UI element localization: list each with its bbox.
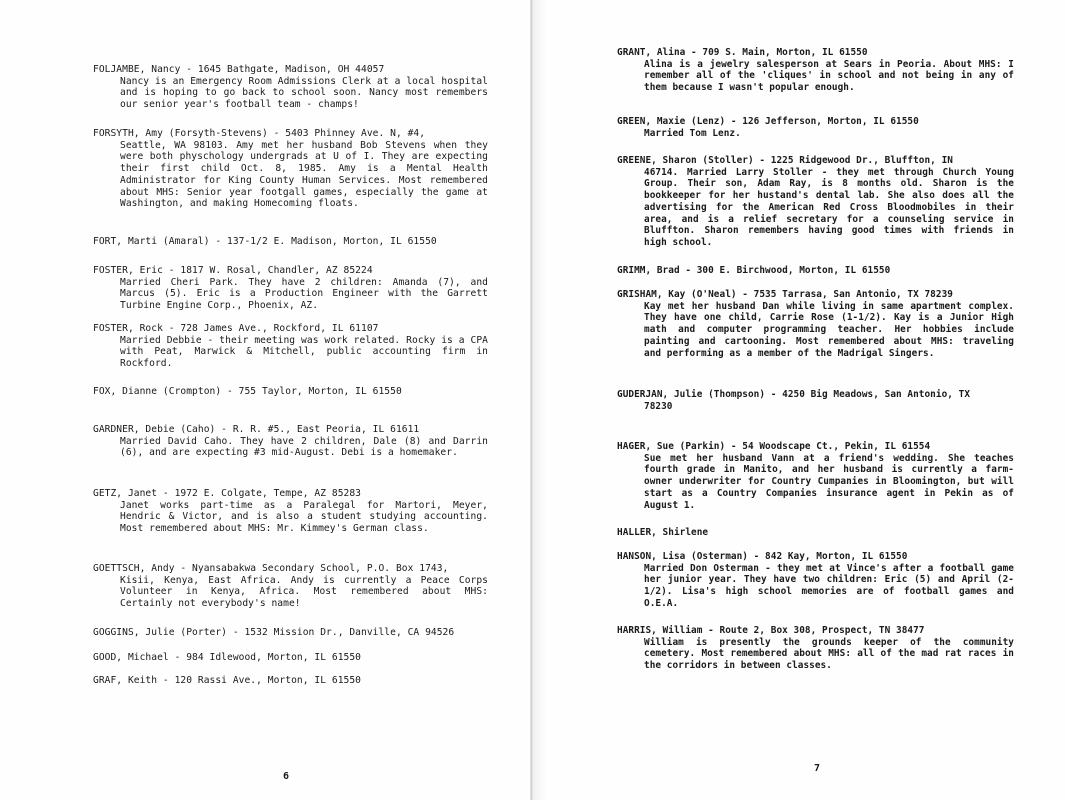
entry-body: Married Tom Lenz. <box>644 127 741 139</box>
entry-heading: GETZ, Janet - 1972 E. Colgate, Tempe, AZ 85283 <box>93 488 361 499</box>
directory-entry <box>93 627 488 639</box>
entry-body: Sue met her husband Vann at a friend's wedding. She teaches fourth grade in Manito, and her husband is currently a farm-owner underwriter for Country Cumpanies in Bloomington, but will start as a Country Companies insurance agent in Pekin as of August 1. <box>644 452 1014 511</box>
entry-heading: FOSTER, Rock - 728 James Ave., Rockford, IL 61107 <box>93 323 379 334</box>
entry-heading: GOGGINS, Julie (Porter) - 1532 Mission Dr., Danville, CA 94526 <box>93 627 455 638</box>
entry-heading: GOETTSCH, Andy - Nyansabakwa Secondary School, P.O. Box 1743, <box>93 563 449 574</box>
entry-heading: HALLER, Shirlene <box>617 527 709 538</box>
entry-heading: GARDNER, Debie (Caho) - R. R. #5., East Peoria, IL 61611 <box>93 424 420 435</box>
directory-entry <box>93 386 488 398</box>
entry-body: Nancy is an Emergency Room Admissions Clerk at a local hospital and is hoping to go back to school soon. Nancy most remembers our senior year's football team - champs! <box>120 75 488 111</box>
directory-entry <box>93 652 488 664</box>
entry-body: Alina is a jewelry salesperson at Sears in Peoria. About MHS: I remember all of the 'cliques' in school and not being in any of them because I wasn't popular enough. <box>644 58 1014 94</box>
directory-entry <box>93 236 488 248</box>
entry-body: Married David Caho. They have 2 children, Dale (8) and Darrin (6), and are expecting #3 mid-August. Debi is a homemaker. <box>120 435 488 459</box>
left-page <box>93 0 488 800</box>
directory-entry <box>93 128 488 210</box>
entry-heading: HARRIS, William - Route 2, Box 308, Prospect, TN 38477 <box>617 625 925 636</box>
page-number-left: 6 <box>283 771 290 782</box>
entry-heading: GREEN, Maxie (Lenz) - 126 Jefferson, Morton, IL 61550 <box>617 116 919 127</box>
directory-entry <box>93 265 488 312</box>
directory-entry <box>617 441 1014 511</box>
directory-entry <box>617 289 1014 359</box>
directory-entry <box>617 527 1014 539</box>
directory-entry <box>617 551 1014 610</box>
directory-entry <box>617 625 1014 672</box>
entry-body: Married Don Osterman - they met at Vince's after a football game her junior year. They have two children: Eric (5) and April (2-1/2). Lisa's high school memories are of football games and O.E.A. <box>644 562 1014 609</box>
entry-heading: GRIMM, Brad - 300 E. Birchwood, Morton, IL 61550 <box>617 265 891 276</box>
page-number-right: 7 <box>814 763 821 774</box>
spine-shadow <box>533 0 547 800</box>
entry-body: Kisii, Kenya, East Africa. Andy is currently a Peace Corps Volunteer in Kenya, Africa. Most remembered about MHS: Certainly not everybody's name! <box>120 574 488 610</box>
entry-heading: GREENE, Sharon (Stoller) - 1225 Ridgewood Dr., Bluffton, IN <box>617 155 953 166</box>
entry-heading: GOOD, Michael - 984 Idlewood, Morton, IL 61550 <box>93 652 361 663</box>
entry-body: Married Cheri Park. They have 2 children: Amanda (7), and Marcus (5). Eric is a Production Engineer with the Garrett Turbine Engine Corp., Phoenix, AZ. <box>120 276 488 312</box>
entry-heading: GRAF, Keith - 120 Rassi Ave., Morton, IL 61550 <box>93 675 361 686</box>
entry-body: Kay met her husband Dan while living in same apartment complex. They have one child, Carrie Rose (1-1/2). Kay is a Junior High math and computer programming teacher. Her hobbies include painting and cartooning. Most remembered about MHS: traveling and performing as a member of the Madrigal Singers. <box>644 300 1014 359</box>
directory-entry <box>617 116 1014 139</box>
entry-heading: FORT, Marti (Amaral) - 137-1/2 E. Madison, Morton, IL 61550 <box>93 236 437 247</box>
directory-entry <box>93 675 488 687</box>
entry-heading: GRANT, Alina - 709 S. Main, Morton, IL 61550 <box>617 47 868 58</box>
entry-heading: FOLJAMBE, Nancy - 1645 Bathgate, Madison, OH 44057 <box>93 64 385 75</box>
directory-entry <box>93 323 488 370</box>
directory-entry <box>93 563 488 610</box>
directory-entry <box>93 424 488 459</box>
entry-heading: GRISHAM, Kay (O'Neal) - 7535 Tarrasa, San Antonio, TX 78239 <box>617 289 953 300</box>
entry-body: 78230 <box>644 400 673 412</box>
right-page <box>617 0 1014 800</box>
entry-body: William is presently the grounds keeper of the community cemetery. Most remembered about MHS: all of the mad rat races in the corridors in between classes. <box>644 636 1014 672</box>
entry-heading: FOSTER, Eric - 1817 W. Rosal, Chandler, AZ 85224 <box>93 265 373 276</box>
entry-body: Janet works part-time as a Paralegal for Martori, Meyer, Hendric & Victor, and is also a student studying accounting. Most remembered about MHS: Mr. Kimmey's German class. <box>120 499 488 535</box>
entry-body: Married Debbie - their meeting was work related. Rocky is a CPA with Peat, Marwick & Mitchell, public accounting firm in Rockford. <box>120 334 488 370</box>
directory-entry <box>93 488 488 535</box>
directory-entry <box>617 155 1014 249</box>
directory-entry <box>617 389 1014 412</box>
entry-heading: HAGER, Sue (Parkin) - 54 Woodscape Ct., Pekin, IL 61554 <box>617 441 931 452</box>
entry-heading: HANSON, Lisa (Osterman) - 842 Kay, Morton, IL 61550 <box>617 551 908 562</box>
directory-entry <box>617 265 1014 277</box>
entry-heading: FOX, Dianne (Crompton) - 755 Taylor, Morton, IL 61550 <box>93 386 402 397</box>
entry-heading: GUDERJAN, Julie (Thompson) - 4250 Big Meadows, San Antonio, TX <box>617 389 971 400</box>
entry-body: Seattle, WA 98103. Amy met her husband Bob Stevens when they were both physchology undergrads at U of I. They are expecting their first child Oct. 8, 1985. Amy is a Mental Health Administrator for King County Human Services. Most remembered about MHS: Senior year footgall games, especially the game at Washington, and making Homecoming floats. <box>120 139 488 210</box>
entry-body: 46714. Married Larry Stoller - they met through Church Young Group. Their son, Adam Ray, is 8 months old. Sharon is the bookkeeper for her hustand's dental lab. She also does all the advertising for the American Red Cross Bloodmobiles in their area, and is a relief secretary for a counseling service in Bluffton. Sharon remembers having good times with friends in high school. <box>644 166 1014 248</box>
directory-entry <box>93 64 488 111</box>
directory-entry <box>617 47 1014 94</box>
entry-heading: FORSYTH, Amy (Forsyth-Stevens) - 5403 Phinney Ave. N, #4, <box>93 128 426 139</box>
